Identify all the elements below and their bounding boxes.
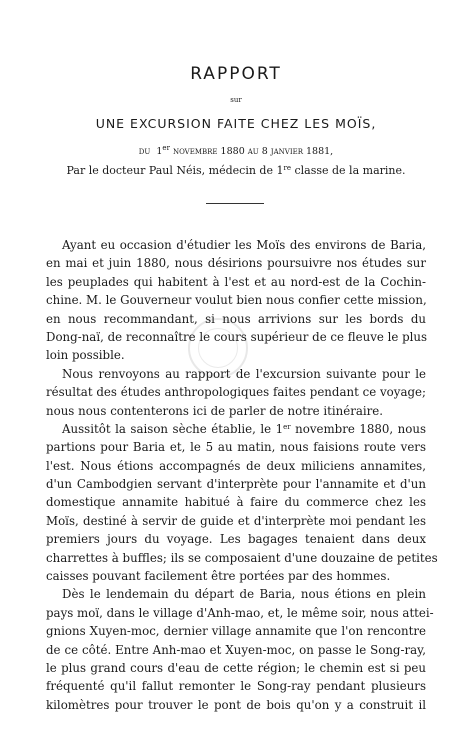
- body-line: partions pour Baria et, le 5 au matin, nous faisions route vers: [46, 440, 426, 455]
- body-line: résultat des études anthropologiques faites pendant ce voyage;: [46, 385, 426, 400]
- body-line: premiers jours du voyage. Les bagages tenaient dans deux: [46, 532, 426, 547]
- title-divider-rule: [206, 203, 264, 204]
- author-suffix: classe de la marine.: [290, 164, 406, 177]
- body-line: Aussitôt la saison sèche établie, le 1er novembre 1880, nous: [62, 421, 426, 436]
- body-line: nous nous contenterons ici de parler de notre itinéraire.: [46, 403, 384, 418]
- body-line: pays moï, dans le village d'Anh-mao, et, le même soir, nous attei-: [46, 605, 434, 620]
- body-line: loin possible.: [46, 348, 125, 363]
- body-line: Ayant eu occasion d'étudier les Moïs des environs de Baria,: [62, 238, 426, 252]
- body-line: en mai et juin 1880, nous désirions poursuivre nos études sur: [46, 256, 426, 271]
- body-line: Moïs, destiné à servir de guide et d'interprète moi pendant les: [46, 513, 426, 528]
- author-superscript: re: [283, 164, 291, 172]
- body-text: [46, 236, 438, 714]
- body-line: Dès le lendemain du départ de Baria, nous étions en plein: [62, 587, 426, 602]
- author-prefix: Par le docteur Paul Néis, médecin de 1: [66, 164, 284, 177]
- body-line: fréquenté qu'il fallut remonter le Song-ray pendant plusieurs: [46, 679, 426, 694]
- report-subtitle: UNE EXCURSION FAITE CHEZ LES MOÏS,: [95, 116, 377, 131]
- body-line: le plus grand cours d'eau de cette région; le chemin est si peu: [46, 660, 426, 675]
- body-line: de ce côté. Entre Anh-mao et Xuyen-moc, on passe le Song-ray,: [46, 642, 426, 657]
- body-line: kilomètres pour trouver le pont de bois qu'on y a construit il: [46, 697, 426, 712]
- body-line: gnions Xuyen-moc, dernier village annamite que l'on rencontre: [46, 624, 426, 639]
- body-line: domestique annamite habitué à faire du commerce chez les: [46, 495, 426, 510]
- body-line: Nous renvoyons au rapport de l'excursion suivante pour le: [62, 366, 426, 381]
- dates-rest: novembre 1880 au 8 janvier 1881,: [169, 146, 334, 157]
- dates-superscript: er: [162, 144, 170, 152]
- body-line: Dong-naï, de reconnaître le cours supérieur de ce fleuve le plus: [46, 329, 428, 344]
- body-line: chine. M. le Gouverneur voulut bien nous confier cette mission,: [46, 293, 427, 308]
- body-line: l'est. Nous étions accompagnés de deux miliciens annamites,: [46, 458, 426, 473]
- body-line: d'un Cambodgien servant d'interprète pour l'annamite et d'un: [46, 477, 426, 492]
- report-author: [0, 163, 472, 178]
- report-dates: du 1er novembre 1880 au 8 janvier 1881,: [138, 144, 334, 157]
- dates-prefix: du: [138, 146, 151, 157]
- body-line: caisses pouvant facilement être portées par des hommes.: [46, 569, 391, 584]
- ordinal-superscript: er: [283, 422, 291, 431]
- report-title: RAPPORT: [190, 64, 282, 84]
- body-line: les peuplades qui habitent à l'est et au nord-est de la Cochin-: [46, 274, 426, 289]
- body-line: charrettes à buffles; ils se composaient d'une douzaine de petites: [46, 550, 438, 565]
- body-line: en nous recommandant, si nous arrivions sur les bords du: [46, 311, 426, 326]
- title-connector-sur: sur: [230, 96, 242, 104]
